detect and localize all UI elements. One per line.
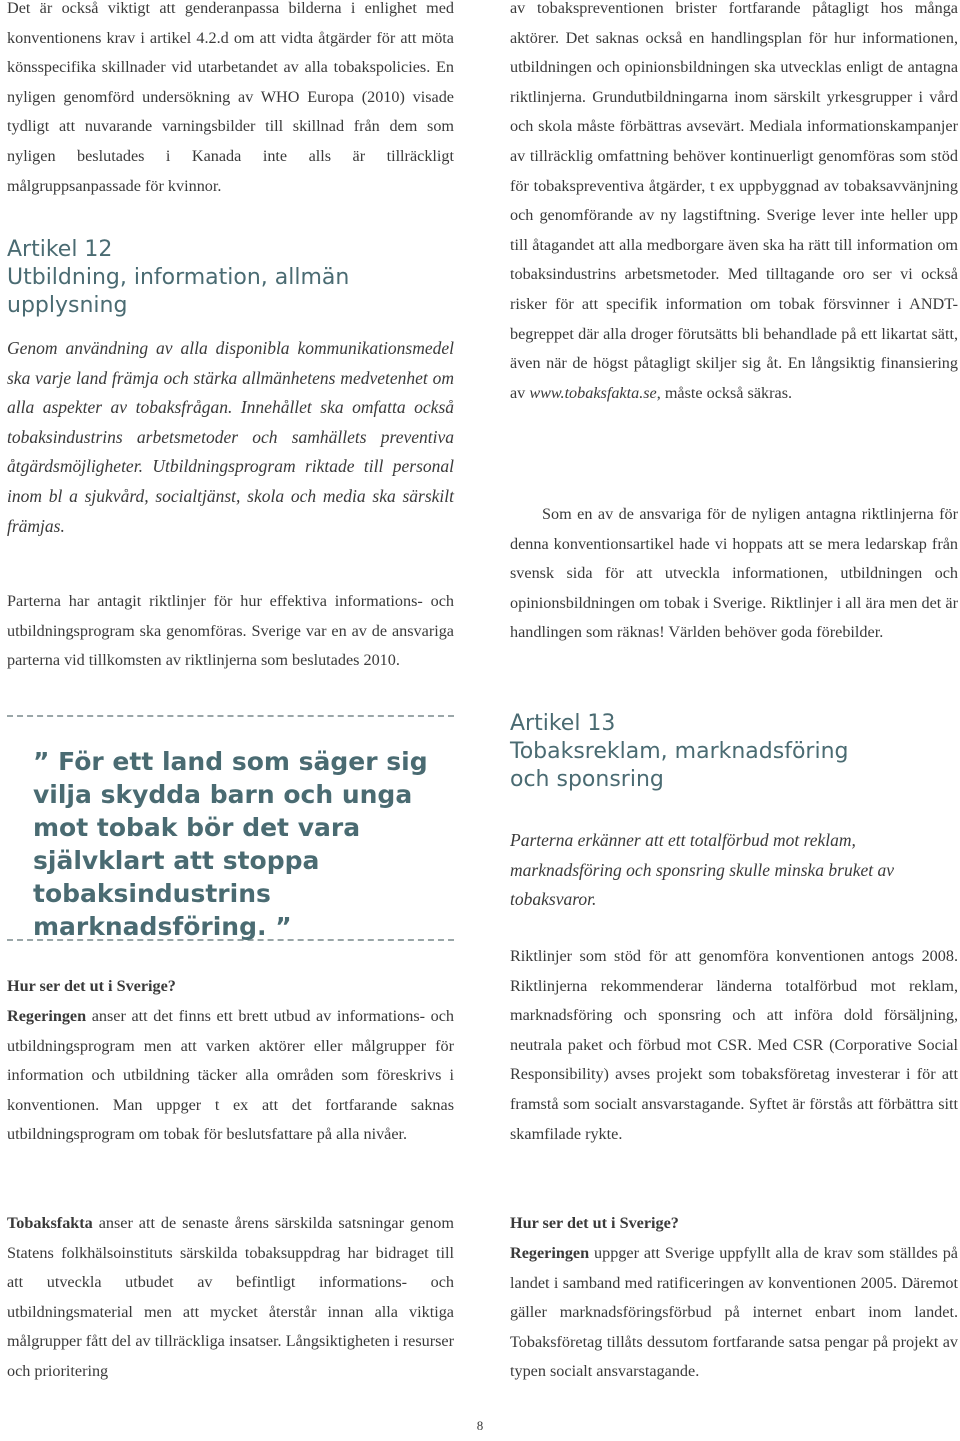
intro-paragraph: Det är också viktigt att genderanpassa bilderna i enlighet med konventionens krav i artikel 4.2.d om att vidta åtgärder för att möta könsspecifika skillnader vid utarbetandet av alla tobakspolicies. En nyligen genomförd undersökning av WHO Europa (2010) visade tydligt att nuvarande varningsbilder till skillnad från dem som nyligen beslutades i Kanada inte alls är tillräckligt målgruppsanpassade för kvinnor. (7, 0, 454, 195)
quote-close-mark: ” (275, 912, 292, 941)
article-12-title: Utbildning, information, allmän upplysning (7, 265, 350, 318)
sverige-header-right: Hur ser det ut i Sverige? (510, 1214, 679, 1232)
article-13-lead: Parterna erkänner att ett totalförbud mot reklam, marknadsföring och sponsring skulle minska bruket av tobaksvaror. (510, 830, 894, 910)
pull-quote-text (33, 745, 433, 943)
article-12-lead: Genom användning av alla disponibla kommunikationsmedel ska varje land främja och stärka allmänhetens medvetenhet om alla aspekter av tobaksfrågan. Innehållet ska omfatta också tobaksindustrins arbetsmetoder och samhällets preventiva åtgärdsmöjligheter. Utbildningsprogram riktade till personal inom bl a sjukvård, socialtjänst, skola och media ska särskilt främjas. (7, 338, 454, 536)
quote-body: För ett land som säger sig vilja skydda barn och unga mot tobak bör det vara självklart att stoppa tobaksindustrins marknadsföring. (33, 747, 428, 941)
sverige-header-left: Hur ser det ut i Sverige? (7, 977, 176, 995)
page-number: 8 (476, 1418, 484, 1433)
tobaksfakta-link[interactable]: www.tobaksfakta.se (529, 383, 657, 402)
parterna-paragraph: Parterna har antagit riktlinjer för hur effektiva informations- och utbildningsprogram ska genomföras. Sverige var en av de ansvariga parterna vid tillkomsten av riktlinjerna som beslutades 2010. (7, 592, 454, 670)
regeringen-paragraph-right (510, 1239, 958, 1387)
article-12-heading (7, 236, 454, 320)
continuation-end: , måste också säkras. (656, 383, 793, 402)
article-12-number: Artikel 12 (7, 237, 113, 262)
regeringen-label-right: Regeringen (510, 1244, 590, 1262)
tobaksfakta-text: anser att de senaste årens särskilda satsningar genom Statens folkhälsoinstituts särskilda tobaksuppdrag har bidraget till att utveckla utbudet av befintligt informations- och utbildningsmaterial men att mycket återstår innan alla viktiga målgrupper fått del av tillräckliga insatser. Långsiktigheten i resurser och prioritering (7, 1214, 454, 1380)
regeringen-paragraph-left (7, 1002, 454, 1150)
continuation-paragraph (510, 0, 958, 408)
som-en-av-paragraph: Som en av de ansvariga för de nyligen antagna riktlinjerna för denna konventionsartikel hade vi hoppats att se mera ledarskap från svensk sida för att utveckla informationen, utbildningen och opinionsbildningen om tobak i Sverige. Riktlinjer i all ära men det är handlingen som räknas! Världen behöver goda förebilder. (510, 505, 958, 642)
pull-quote (7, 715, 454, 941)
regeringen-label: Regeringen (7, 1007, 87, 1025)
quote-open-mark: ” (33, 747, 50, 776)
riktlinjer-paragraph: Riktlinjer som stöd för att genomföra konventionen antogs 2008. Riktlinjerna rekommenderar länderna totalförbud mot reklam, marknadsföring och sponsring och att införa dold försäljning, neutrala paket och förbud mot CSR. Med CSR (Corporative Social Responsibility) avses projekt som tobaksföretag investerar i för att framstå som socialt ansvarstagande. Syftet är förstås att förbättra sitt skamfilade rykte. (510, 947, 958, 1143)
tobaksfakta-paragraph-left (7, 1209, 454, 1387)
continuation-text: av tobakspreventionen brister fortfarande påtagligt hos många aktörer. Det saknas också en handlingsplan för hur informationen, utbildningen och opinionsbildningen ska utvecklas enligt de antagna riktlinjerna. Grundutbildningarna inom särskilt yrkesgrupper i vård och skola måste förbättras avsevärt. Mediala informationskampanjer av tillräcklig omfattning behöver kontinuerligt genomföras som stöd för tobakspreventiva åtgärder, t ex uppbyggnad av tobaksavvänjning och genomförande av ny lagstiftning. Sverige lever inte heller upp till åtagandet att alla medborgare även ska ha rätt till information om tobaksindustrins arbetsmetoder. Med tilltagande oro ser vi också risker för att specifik information om tobak försvinner i ANDT-begreppet där alla droger förutsätts bli behandlade på ett likartat sätt, även när de högst påtagligt skiljer sig åt. En långsiktig finansiering av (510, 0, 958, 402)
article-13-heading (510, 710, 958, 794)
regeringen-text: anser att det finns ett brett utbud av informations- och utbildningsprogram men att varken aktörer eller målgrupper för information och utbildning täcker alla områden som föreskrivs i konventionen. Man uppger t ex att det fortfarande saknas utbildningsprogram om tobak för beslutsfattare på alla nivåer. (7, 1007, 454, 1144)
tobaksfakta-label: Tobaksfakta (7, 1214, 93, 1232)
article-13-number: Artikel 13 (510, 711, 616, 736)
article-13-title: Tobaksreklam, marknadsföring och sponsring (510, 739, 849, 792)
regeringen-text-right: uppger att Sverige uppfyllt alla de krav som ställdes på landet i samband med ratificeringen av konventionen 2005. Däremot gäller marknadsföringsförbud på internet enbart inom landet. Tobaksföretag tillåts dessutom fortfarande satsa pengar på projekt av typen socialt ansvarstagande. (510, 1244, 958, 1381)
